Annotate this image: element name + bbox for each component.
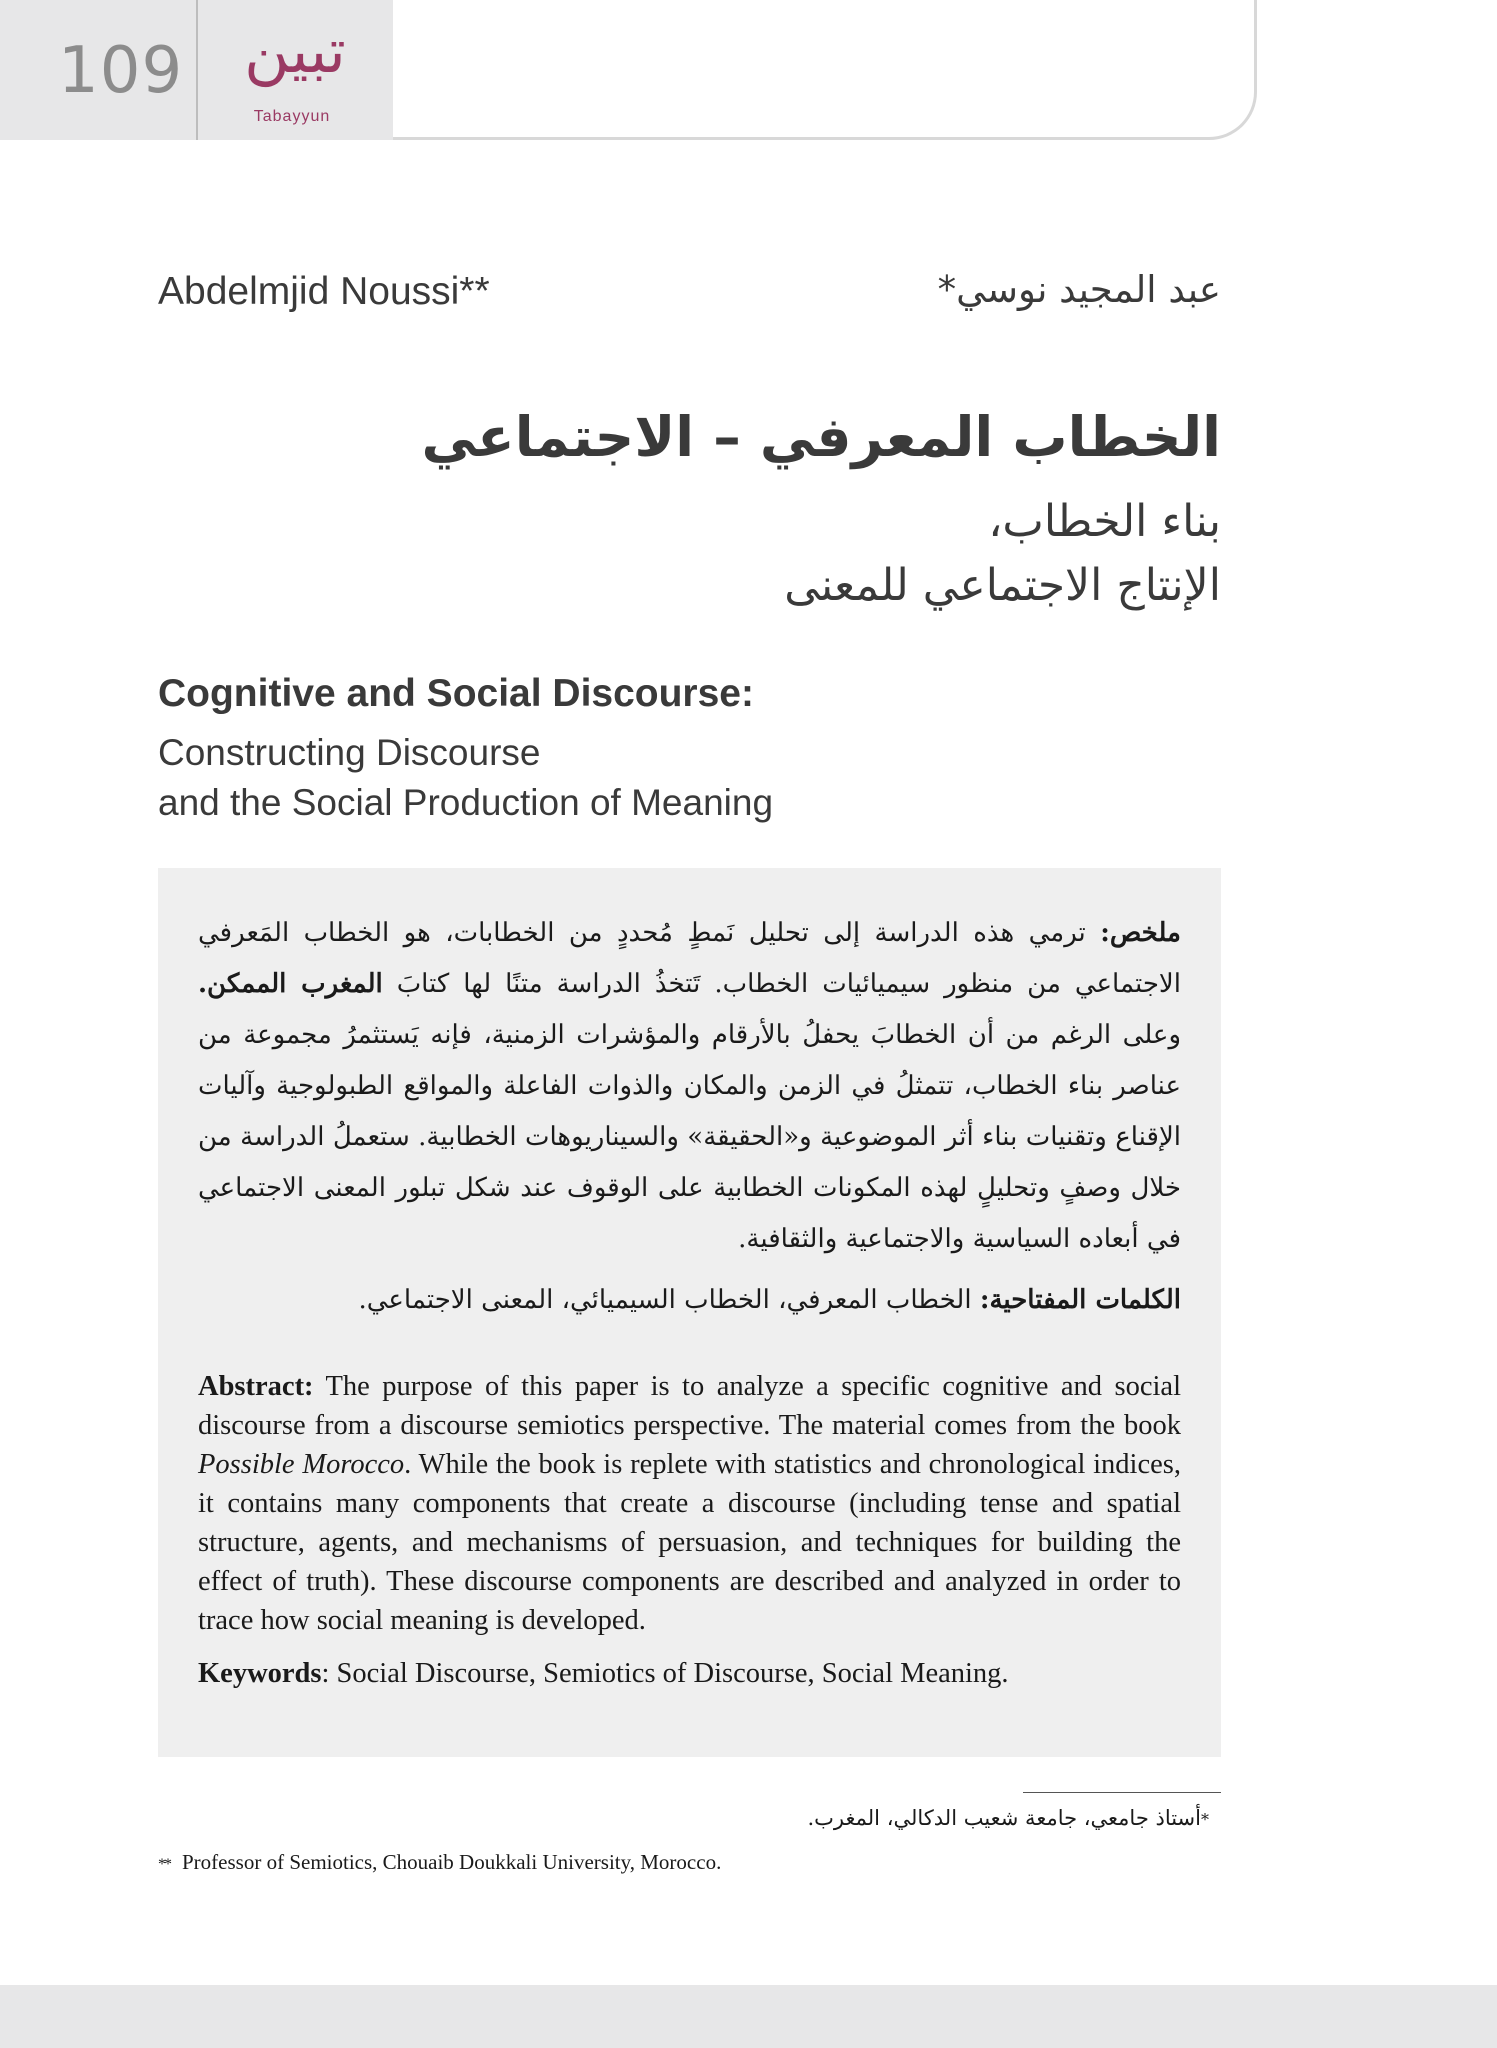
- subtitle-arabic-line-2: الإنتاج الاجتماعي للمعنى: [784, 560, 1221, 611]
- subtitle-arabic-line-1: بناء الخطاب،: [988, 496, 1221, 547]
- journal-logo-latin: Tabayyun: [253, 108, 331, 125]
- abstract-english: [198, 1367, 1181, 1640]
- footer-band: [0, 1985, 1497, 2048]
- abstract-arabic-label: ملخص:: [1100, 918, 1181, 948]
- footnote-rule: [1023, 1792, 1221, 1793]
- keywords-arabic: [198, 1275, 1181, 1325]
- footnote-arabic-marker: *: [1201, 1810, 1209, 1829]
- abstract-box: [158, 868, 1221, 1757]
- abstract-english-label: Abstract:: [198, 1371, 314, 1402]
- keywords-english-list: : Social Discourse, Semiotics of Discourse, Social Meaning.: [321, 1658, 1009, 1689]
- page-number-block: [0, 0, 393, 140]
- footnote-arabic-text: أستاذ جامعي، جامعة شعيب الدكالي، المغرب.: [807, 1806, 1201, 1830]
- journal-logo-arabic: تبين: [244, 14, 346, 87]
- abstract-arabic: [198, 908, 1181, 1265]
- page-number: 109: [58, 34, 184, 108]
- keywords-arabic-label: الكلمات المفتاحية:: [979, 1285, 1181, 1315]
- subtitle-english: [158, 728, 773, 828]
- footnote-arabic: [807, 1806, 1221, 1830]
- footnote-english-text: Professor of Semiotics, Chouaib Doukkali University, Morocco.: [182, 1850, 722, 1874]
- footnote-english: [158, 1850, 721, 1875]
- abstract-arabic-book-title: المغرب الممكن.: [198, 969, 383, 999]
- title-arabic: الخطاب المعرفي – الاجتماعي: [421, 405, 1221, 469]
- abstract-english-text-1: The purpose of this paper is to analyze a specific cognitive and social discourse from a discourse semiotics perspective. The material comes from the book: [198, 1371, 1181, 1441]
- subtitle-english-line-1: Constructing Discourse: [158, 732, 541, 773]
- keywords-english: [198, 1654, 1181, 1693]
- header-divider: [196, 0, 198, 140]
- abstract-arabic-text-1: ترمي هذه الدراسة إلى تحليل نَمطٍ مُحددٍ من الخطابات، هو الخطاب المَعرفي الاجتماعي من منظور سيميائيات الخطاب. تَتخذُ الدراسة متنًا لها كتابَ: [198, 918, 1181, 999]
- abstract-arabic-text-2: وعلى الرغم من أن الخطابَ يحفلُ بالأرقام والمؤشرات الزمنية، فإنه يَستثمرُ مجموعة من عناصر بناء الخطاب، تتمثلُ في الزمن والمكان والذوات الفاعلة والمواقع الطبولوجية وآليات الإقناع وتقنيات بناء أثر الموضوعية و«الحقيقة» والسيناريوهات الخطابية. ستعملُ الدراسة من خلال وصفٍ وتحليلٍ لهذه المكونات الخطابية على الوقوف عند شكل تبلور المعنى الاجتماعي في أبعاده السياسية والاجتماعية والثقافية.: [198, 1020, 1182, 1254]
- subtitle-english-line-2: and the Social Production of Meaning: [158, 782, 774, 823]
- abstract-english-book-title: Possible Morocco: [198, 1449, 405, 1480]
- keywords-arabic-list: الخطاب المعرفي، الخطاب السيميائي، المعنى الاجتماعي.: [358, 1285, 980, 1315]
- author-english: Abdelmjid Noussi**: [158, 270, 490, 313]
- author-arabic: عبد المجيد نوسي*: [937, 268, 1221, 311]
- subtitle-arabic: [784, 490, 1221, 618]
- keywords-english-label: Keywords: [198, 1658, 322, 1689]
- abstract-english-text-2: . While the book is replete with statistics and chronological indices, it contains many components that create a discourse (including tense and spatial structure, agents, and mechanisms of persuasion, and techniques for building the effect of truth). These discourse components are described and analyzed in order to trace how social meaning is developed.: [198, 1449, 1181, 1636]
- title-english: Cognitive and Social Discourse:: [158, 672, 754, 715]
- footnote-english-marker: **: [158, 1856, 170, 1873]
